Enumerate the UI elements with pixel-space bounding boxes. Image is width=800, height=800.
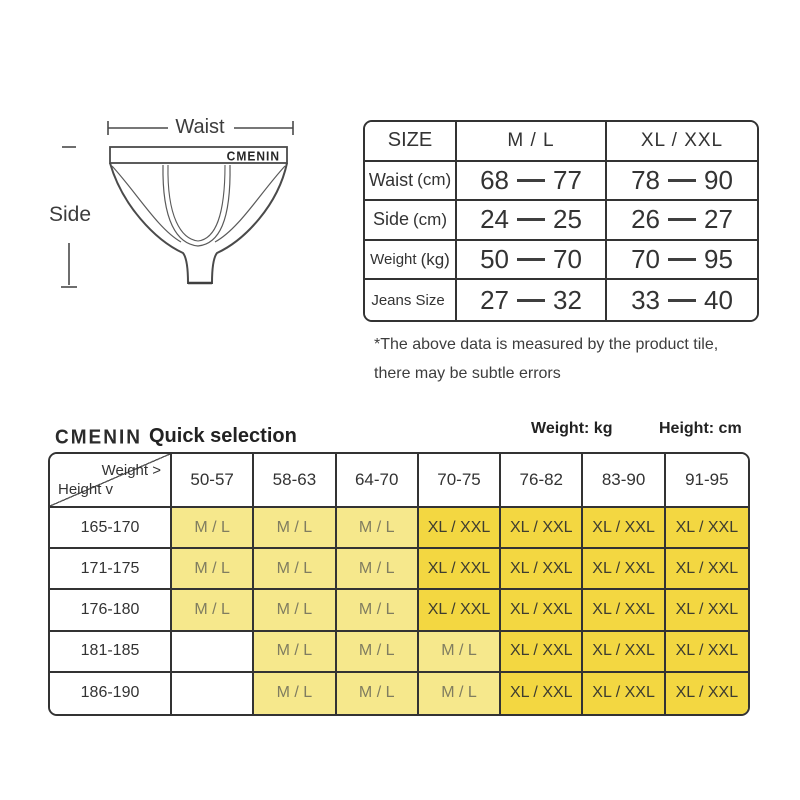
range-dash xyxy=(668,218,696,221)
size-table-header-xl: XL / XXL xyxy=(607,122,757,162)
range-dash xyxy=(517,218,545,221)
quick-cell: XL / XXL xyxy=(501,632,583,673)
size-value-weight-ml: 50 70 xyxy=(457,241,607,281)
measurement-note xyxy=(374,330,774,388)
quick-cell: XL / XXL xyxy=(583,549,665,590)
size-row-label-waist: Waist (cm) xyxy=(365,162,457,202)
waist-dimension-label: Waist xyxy=(168,116,232,139)
corner-weight-label: Weight > xyxy=(101,462,161,479)
note-line-1: *The above data is measured by the product tile, xyxy=(374,336,719,353)
quick-cell: XL / XXL xyxy=(419,590,501,631)
quick-col-header: 91-95 xyxy=(666,454,748,508)
quick-cell: M / L xyxy=(254,549,336,590)
quick-cell: XL / XXL xyxy=(666,549,748,590)
size-value-side-ml: 24 25 xyxy=(457,201,607,241)
quick-cell: XL / XXL xyxy=(501,549,583,590)
quick-cell-empty xyxy=(172,632,254,673)
quick-row-header: 165-170 xyxy=(50,508,172,549)
height-unit-label: Height: cm xyxy=(659,420,742,437)
corner-header-cell xyxy=(50,454,172,508)
quick-cell: XL / XXL xyxy=(419,549,501,590)
quick-cell: M / L xyxy=(337,508,419,549)
quick-cell: XL / XXL xyxy=(666,590,748,631)
quick-cell: M / L xyxy=(337,590,419,631)
quick-cell: XL / XXL xyxy=(583,508,665,549)
range-dash xyxy=(517,299,545,302)
quick-selection-table xyxy=(48,452,750,716)
quick-cell: M / L xyxy=(419,632,501,673)
quick-cell: M / L xyxy=(254,632,336,673)
quick-col-header: 70-75 xyxy=(419,454,501,508)
waistband-brand-logo: CMENIN xyxy=(226,148,280,164)
quick-cell: M / L xyxy=(337,632,419,673)
size-value-jeans-xl: 33 40 xyxy=(607,280,757,320)
quick-col-header: 50-57 xyxy=(172,454,254,508)
side-dimension-label: Side xyxy=(48,203,92,226)
quick-col-header: 64-70 xyxy=(337,454,419,508)
quick-cell: XL / XXL xyxy=(501,590,583,631)
quick-cell: M / L xyxy=(172,508,254,549)
corner-height-label: Height v xyxy=(58,481,114,498)
quick-cell: XL / XXL xyxy=(583,673,665,714)
quick-cell-empty xyxy=(172,673,254,714)
quick-cell: XL / XXL xyxy=(583,632,665,673)
size-table-header-size: SIZE xyxy=(365,122,457,162)
range-dash xyxy=(517,179,545,182)
briefs-body-outline xyxy=(110,163,287,283)
quick-cell: M / L xyxy=(254,590,336,631)
quick-cell: M / L xyxy=(254,673,336,714)
range-dash xyxy=(668,258,696,261)
quick-col-header: 83-90 xyxy=(583,454,665,508)
quick-cell: XL / XXL xyxy=(501,673,583,714)
size-value-jeans-ml: 27 32 xyxy=(457,280,607,320)
quick-row-header: 186-190 xyxy=(50,673,172,714)
size-table-header-ml: M / L xyxy=(457,122,607,162)
quick-cell: XL / XXL xyxy=(666,632,748,673)
quick-cell: XL / XXL xyxy=(501,508,583,549)
quick-cell: XL / XXL xyxy=(666,508,748,549)
range-dash xyxy=(517,258,545,261)
quick-cell: M / L xyxy=(337,673,419,714)
quick-row-header: 176-180 xyxy=(50,590,172,631)
brand-logo: CMENIN xyxy=(55,426,142,449)
quick-cell: XL / XXL xyxy=(419,508,501,549)
quick-cell: XL / XXL xyxy=(666,673,748,714)
quick-cell: M / L xyxy=(172,549,254,590)
quick-cell: M / L xyxy=(172,590,254,631)
quick-col-header: 76-82 xyxy=(501,454,583,508)
range-dash xyxy=(668,299,696,302)
quick-col-header: 58-63 xyxy=(254,454,336,508)
quick-row-header: 181-185 xyxy=(50,632,172,673)
weight-unit-label: Weight: kg xyxy=(531,420,613,437)
size-value-side-xl: 26 27 xyxy=(607,201,757,241)
range-dash xyxy=(668,179,696,182)
quick-row-header: 171-175 xyxy=(50,549,172,590)
size-value-waist-xl: 78 90 xyxy=(607,162,757,202)
note-line-2: there may be subtle errors xyxy=(374,365,561,382)
quick-selection-title: Quick selection xyxy=(149,425,297,447)
size-row-label-side: Side (cm) xyxy=(365,201,457,241)
size-row-label-weight: Weight (kg) xyxy=(365,241,457,281)
size-table xyxy=(363,120,759,322)
quick-cell: M / L xyxy=(254,508,336,549)
size-row-label-jeans: Jeans Size xyxy=(365,280,457,320)
quick-cell: M / L xyxy=(337,549,419,590)
quick-cell: XL / XXL xyxy=(583,590,665,631)
size-value-weight-xl: 70 95 xyxy=(607,241,757,281)
quick-cell: M / L xyxy=(419,673,501,714)
size-value-waist-ml: 68 77 xyxy=(457,162,607,202)
